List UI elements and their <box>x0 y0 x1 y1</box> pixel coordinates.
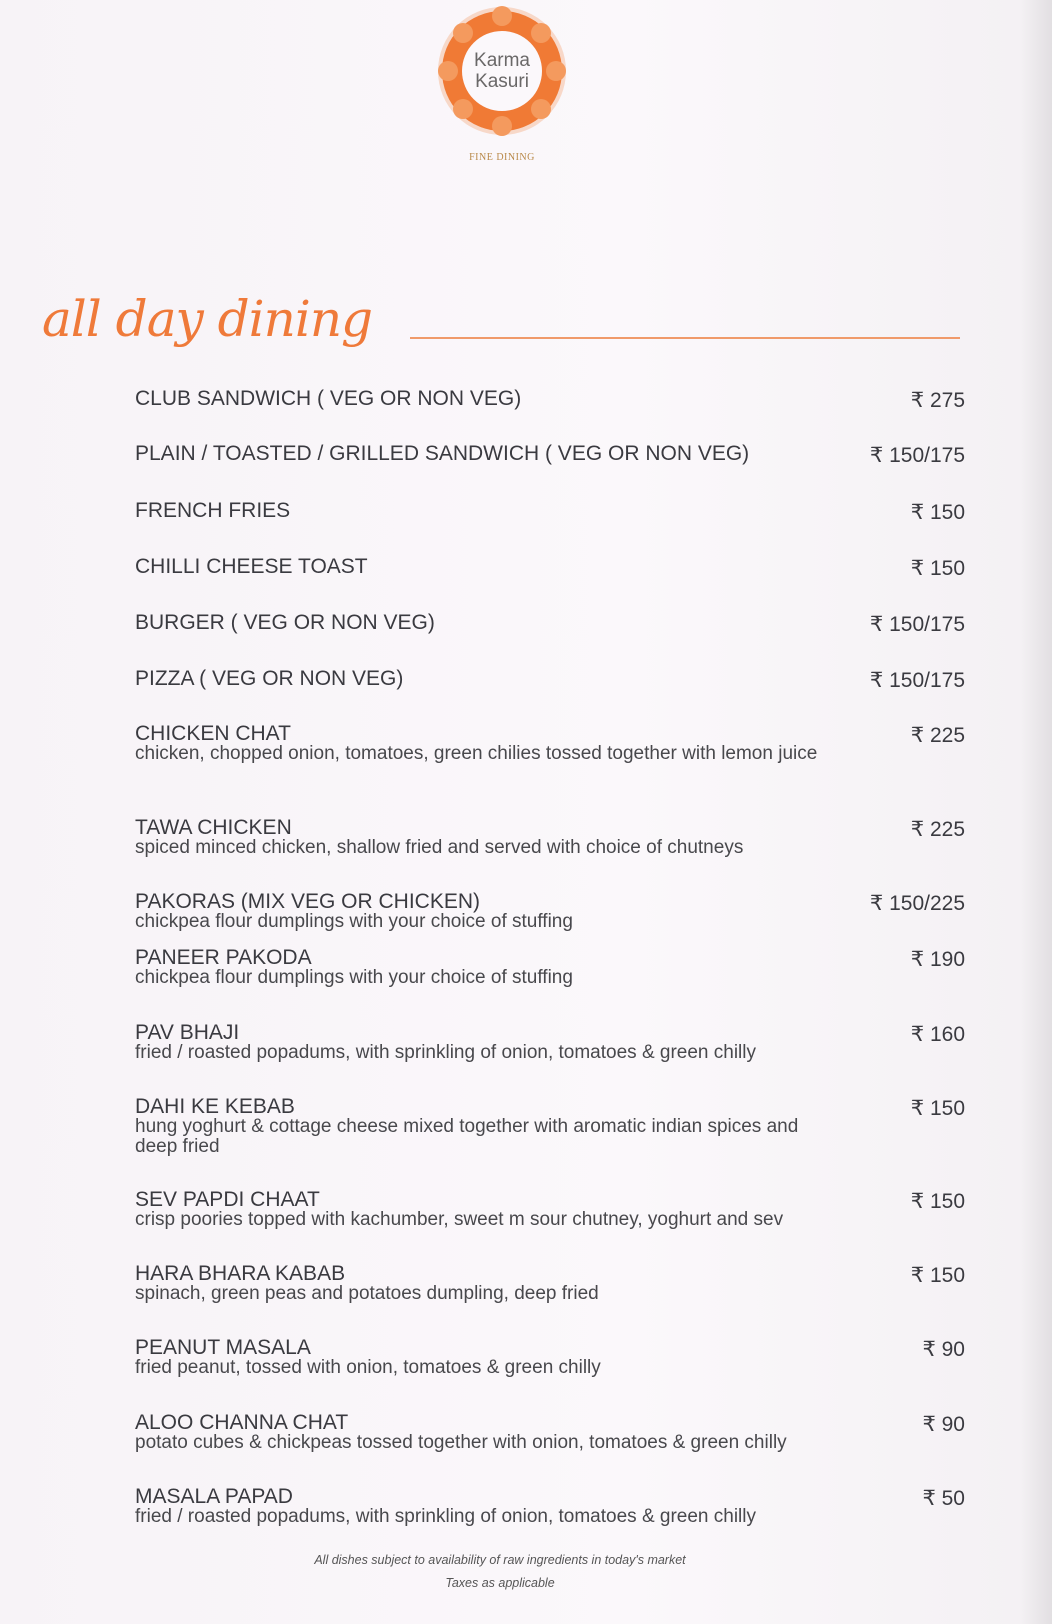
item-description: spiced minced chicken, shallow fried and served with choice of chutneys <box>135 837 744 858</box>
item-name: MASALA PAPAD <box>135 1485 293 1508</box>
item-price: ₹ 190 <box>910 948 965 971</box>
title-divider <box>410 337 960 339</box>
item-price: ₹ 275 <box>910 389 965 412</box>
item-name: TAWA CHICKEN <box>135 816 292 839</box>
brand-tagline: FINE DINING <box>469 152 535 163</box>
item-name: HARA BHARA KABAB <box>135 1262 346 1285</box>
menu-item <box>135 667 965 692</box>
item-name: PAV BHAJI <box>135 1021 240 1044</box>
item-price: ₹ 225 <box>910 724 965 747</box>
item-name: SEV PAPDI CHAAT <box>135 1188 320 1211</box>
item-price: ₹ 150 <box>910 1190 965 1213</box>
item-description: spinach, green peas and potatoes dumpling, deep fried <box>135 1283 599 1304</box>
item-description: fried peanut, tossed with onion, tomatoes & green chilly <box>135 1357 601 1378</box>
menu-item <box>135 387 965 412</box>
menu-item <box>135 1486 965 1527</box>
menu-item <box>135 1096 965 1157</box>
menu-item <box>135 1022 965 1063</box>
menu-item <box>135 442 965 467</box>
item-price: ₹ 160 <box>910 1023 965 1046</box>
menu-item <box>135 723 965 764</box>
item-description: chickpea flour dumplings with your choice of stuffing <box>135 911 573 932</box>
menu-item <box>135 1189 965 1230</box>
item-name: DAHI KE KEBAB <box>135 1095 295 1118</box>
menu-item <box>135 891 965 932</box>
section-title: all day dining <box>42 290 373 348</box>
item-name: PANEER PAKODA <box>135 946 312 969</box>
item-name: PLAIN / TOASTED / GRILLED SANDWICH ( VEG OR NON VEG) <box>135 442 750 465</box>
item-name: PAKORAS (MIX VEG OR CHICKEN) <box>135 890 480 913</box>
menu-item <box>135 947 965 988</box>
menu-item <box>135 499 965 524</box>
item-description: crisp poories topped with kachumber, sweet m sour chutney, yoghurt and sev <box>135 1209 784 1230</box>
item-name: FRENCH FRIES <box>135 499 291 522</box>
item-name: CHICKEN CHAT <box>135 722 291 745</box>
item-name: CHILLI CHEESE TOAST <box>135 555 368 578</box>
item-price: ₹ 90 <box>922 1413 965 1436</box>
item-price: ₹ 150 <box>910 501 965 524</box>
item-price: ₹ 150/175 <box>869 613 965 636</box>
item-price: ₹ 225 <box>910 818 965 841</box>
item-price: ₹ 150/225 <box>869 892 965 915</box>
item-price: ₹ 150/175 <box>869 444 965 467</box>
item-name: CLUB SANDWICH ( VEG OR NON VEG) <box>135 387 522 410</box>
brand-name <box>430 50 574 92</box>
tax-note: Taxes as applicable <box>445 1576 555 1590</box>
item-description: fried / roasted popadums, with sprinkling of onion, tomatoes & green chilly <box>135 1506 756 1527</box>
item-name: PIZZA ( VEG OR NON VEG) <box>135 667 404 690</box>
brand-name-line2: Kasuri <box>475 71 529 92</box>
brand-name-line1: Karma <box>474 50 530 71</box>
menu-item <box>135 555 965 580</box>
item-price: ₹ 150/175 <box>869 669 965 692</box>
item-price: ₹ 150 <box>910 1097 965 1120</box>
item-price: ₹ 150 <box>910 1264 965 1287</box>
item-description: potato cubes & chickpeas tossed together with onion, tomatoes & green chilly <box>135 1432 787 1453</box>
item-price: ₹ 50 <box>922 1487 965 1510</box>
item-name: ALOO CHANNA CHAT <box>135 1411 349 1434</box>
item-price: ₹ 90 <box>922 1338 965 1361</box>
item-name: BURGER ( VEG OR NON VEG) <box>135 611 435 634</box>
item-price: ₹ 150 <box>910 557 965 580</box>
item-description: hung yoghurt & cottage cheese mixed together with aromatic indian spices and deep fried <box>135 1116 799 1157</box>
menu-item <box>135 1263 965 1304</box>
item-description: chickpea flour dumplings with your choice of stuffing <box>135 967 573 988</box>
menu-item <box>135 1337 965 1378</box>
item-name: PEANUT MASALA <box>135 1336 311 1359</box>
menu-item <box>135 611 965 636</box>
availability-note: All dishes subject to availability of raw ingredients in today's market <box>314 1553 686 1567</box>
item-description: fried / roasted popadums, with sprinkling of onion, tomatoes & green chilly <box>135 1042 756 1063</box>
menu-item <box>135 1412 965 1453</box>
item-description: chicken, chopped onion, tomatoes, green chilies tossed together with lemon juice <box>135 743 818 764</box>
brand-logo <box>430 6 574 136</box>
menu-item <box>135 817 965 858</box>
